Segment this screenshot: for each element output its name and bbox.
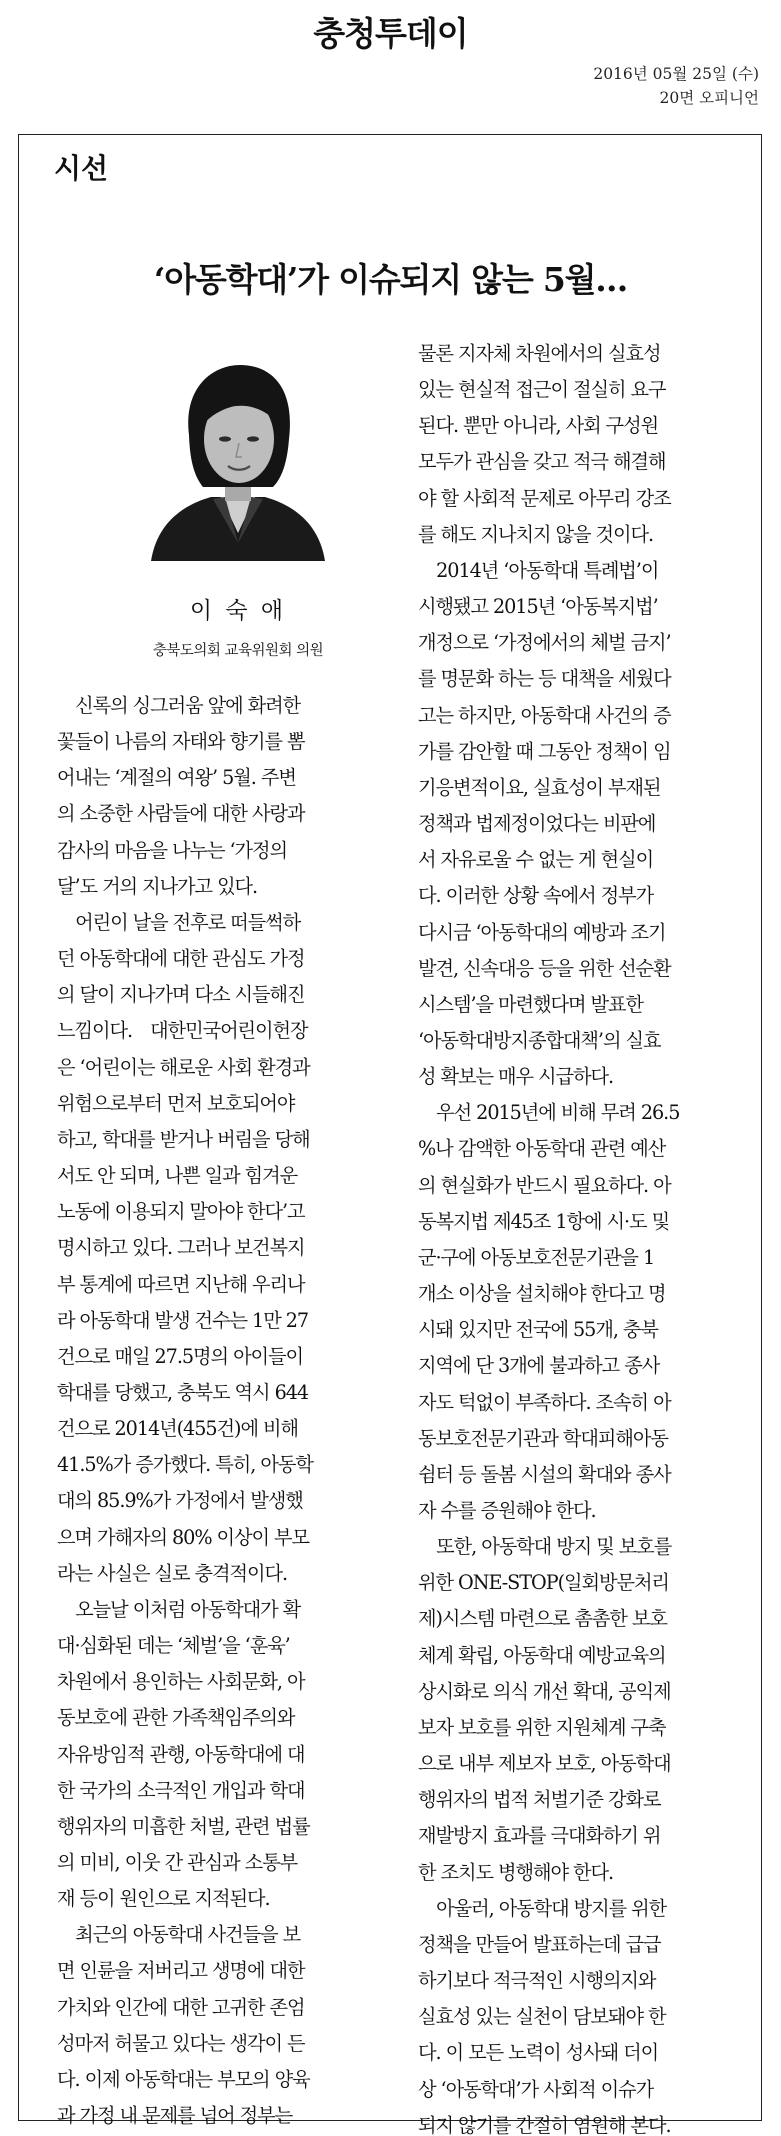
body-text-line: 제)시스템 마련으로 촘촘한 보호	[418, 1607, 667, 1631]
body-text-line: 가치와 인간에 대한 고귀한 존엄	[57, 1995, 305, 2019]
body-text-line: 를 명문화 하는 등 대책을 세웠다	[418, 667, 671, 691]
body-text-line: 다. 이제 아동학대는 부모의 양육	[57, 2067, 310, 2091]
body-text-line: 정책과 법제정이었다는 비판에	[418, 812, 656, 836]
body-text-line: 꽃들이 나름의 자태와 향기를 뽐	[57, 730, 305, 754]
body-text-line: 성 확보는 매우 시급하다.	[418, 1065, 614, 1089]
body-text-line: 건으로 매일 27.5명의 아이들이	[57, 1344, 304, 1368]
body-text-line: 를 해도 지나치지 않을 것이다.	[418, 522, 654, 546]
body-text-line: 동보호전문기관과 학대피해아동	[418, 1426, 668, 1450]
body-text-line: 던 아동학대에 대한 관심도 가정	[57, 947, 305, 971]
body-text-line: 지역에 단 3개에 불과하고 종사	[418, 1354, 660, 1378]
body-text-line: 행위자의 법적 처벌기준 강화로	[418, 1788, 661, 1812]
body-text-line: %나 감액한 아동학대 관련 예산	[418, 1137, 666, 1161]
body-text-line: 명시하고 있다. 그러나 보건복지	[57, 1236, 305, 1260]
body-text-line: 한 국가의 소극적인 개입과 학대	[57, 1778, 305, 1802]
body-text-line: 쉼터 등 돌봄 시설의 확대와 종사	[418, 1462, 671, 1486]
body-text-line: 시돼 있지만 전국에 55개, 충북	[418, 1318, 658, 1342]
body-text-line: 다. 이러한 상황 속에서 정부가	[418, 884, 654, 908]
body-text-line: 서도 안 되며, 나쁜 일과 힘겨운	[57, 1164, 298, 1188]
body-text-line: 고는 하지만, 아동학대 사건의 증	[418, 703, 671, 727]
body-text-line: 의 소중한 사람들에 대한 사랑과	[57, 802, 305, 826]
page-section: 20면 오피니언	[659, 89, 759, 107]
publication-date: 2016년 05월 25일 (수)	[593, 65, 759, 83]
body-text-line: 의 달이 지나가며 다소 시들해진	[57, 983, 305, 1007]
author-name: 이 숙 애	[189, 598, 287, 624]
body-text-line: 가를 감안할 때 그동안 정책이 임	[418, 739, 671, 763]
column-section-label: 시선	[54, 152, 109, 185]
body-text-line: 자 수를 증원해야 한다.	[418, 1499, 596, 1522]
body-text-line: 행위자의 미흡한 처벌, 관련 법률	[57, 1814, 310, 1838]
body-text-line: 의 현실화가 반드시 필요하다. 아	[418, 1173, 671, 1197]
author-affiliation: 충북도의회 교육위원회 의원	[152, 643, 324, 659]
body-text-line: 동복지법 제45조 1항에 시·도 및	[418, 1209, 670, 1233]
body-text-line: 부 통계에 따르면 지난해 우리나	[57, 1272, 305, 1296]
body-text-line: 은 ‘어린이는 해로운 사회 환경과	[57, 1055, 310, 1079]
body-text-line: 된다. 뿐만 아니라, 사회 구성원	[418, 414, 659, 438]
body-text-line: 재 등이 원인으로 지적된다.	[57, 1887, 270, 1911]
body-text-line: 있는 현실적 접근이 절실히 요구	[418, 378, 666, 402]
body-text-line: ‘아동학대방지종합대책’의 실효	[418, 1028, 661, 1052]
body-text-line: 상시화로 의식 개선 확대, 공익제	[418, 1679, 671, 1703]
body-text-line: 성마저 허물고 있다는 생각이 든	[57, 2031, 305, 2055]
body-text-line: 으며 가해자의 80% 이상이 부모	[57, 1525, 310, 1549]
body-text-line: 노동에 이용되지 말아야 한다’고	[57, 1200, 305, 1224]
body-text-line: 재발방지 효과를 극대화하기 위	[418, 1824, 661, 1848]
body-text-line: 다. 이 모든 노력이 성사돼 더이	[418, 2041, 659, 2065]
body-text-line: 발견, 신속대응 등을 위한 선순환	[418, 956, 671, 980]
body-text-line: 실효성 있는 실천이 담보돼야 한	[418, 2005, 666, 2029]
body-text-line: 기응변적이요, 실효성이 부재된	[418, 775, 661, 799]
body-text-line: 라 아동학대 발생 건수는 1만 27	[57, 1308, 309, 1332]
body-text-line: 또한, 아동학대 방지 및 보호를	[418, 1535, 672, 1559]
body-text-line: 개소 이상을 설치해야 한다고 명	[418, 1282, 666, 1306]
body-text-line: 자도 턱없이 부족하다. 조속히 아	[418, 1390, 671, 1414]
body-text-line: 모두가 관심을 갖고 적극 해결해	[418, 450, 666, 474]
body-text-line: 대·심화된 데는 ‘체벌’을 ‘훈육’	[57, 1634, 290, 1658]
author-portrait	[143, 347, 333, 561]
body-text-line: 개정으로 ‘가정에서의 체벌 금지’	[418, 631, 671, 655]
body-text-line: 2014년 ‘아동학대 특례법’이	[418, 558, 659, 582]
body-text-line: 오늘날 이처럼 아동학대가 확	[57, 1597, 301, 1621]
body-text-line: 과 가정 내 문제를 넘어 정부는	[57, 2104, 293, 2128]
body-text-line: 동보호에 관한 가족책임주의와	[57, 1706, 295, 1730]
body-text-line: 어린이 날을 전후로 떠들썩하	[57, 910, 301, 934]
body-text-line: 한 조치도 병행해야 한다.	[418, 1860, 614, 1884]
body-text-line: 최근의 아동학대 사건들을 보	[57, 1923, 301, 1947]
body-text-line: 야 할 사회적 문제로 아무리 강조	[418, 486, 671, 510]
body-text-line: 상 ‘아동학대’가 사회적 이슈가	[418, 2077, 654, 2101]
body-text-line: 라는 사실은 실로 충격적이다.	[57, 1561, 288, 1585]
body-text-line: 으로 내부 제보자 보호, 아동학대	[418, 1752, 671, 1776]
body-text-line: 의 미비, 이웃 간 관심과 소통부	[57, 1851, 298, 1874]
body-text-line: 건으로 2014년(455건)에 비해	[57, 1417, 298, 1441]
body-text-line: 차원에서 용인하는 사회문화, 아	[57, 1670, 305, 1694]
body-text-line: 우선 2015년에 비해 무려 26.5	[418, 1101, 680, 1125]
body-text-line: 하기보다 적극적인 시행의지와	[418, 1969, 656, 1993]
body-text-line: 신록의 싱그러움 앞에 화려한	[57, 694, 301, 717]
article-body-right-column	[418, 336, 754, 2136]
dateline	[593, 62, 759, 110]
body-text-line: 정책을 만들어 발표하는데 급급	[418, 1932, 661, 1956]
body-text-line: 위한 ONE-STOP(일회방문처리	[418, 1571, 669, 1595]
body-text-line: 감사의 마음을 나누는 ‘가정의	[57, 838, 288, 862]
body-text-line: 서 자유로울 수 없는 게 현실이	[418, 848, 654, 872]
body-text-line: 물론 지자체 차원에서의 실효성	[418, 342, 661, 365]
body-text-line: 학대를 당했고, 충북도 역시 644	[57, 1380, 309, 1404]
body-text-line: 다시금 ‘아동학대의 예방과 조기	[418, 920, 666, 944]
body-text-line: 어내는 ‘계절의 여왕’ 5월. 주변	[57, 766, 296, 790]
body-text-line: 달’도 거의 지나가고 있다.	[57, 874, 258, 898]
body-text-line: 위험으로부터 먼저 보호되어야	[57, 1091, 295, 1115]
body-text-line: 시행됐고 2015년 ‘아동복지법’	[418, 595, 658, 619]
article-body-left-column	[57, 688, 395, 2134]
body-text-line: 자유방임적 관행, 아동학대에 대	[57, 1742, 305, 1766]
body-text-line: 느낌이다. 대한민국어린이헌장	[57, 1019, 308, 1043]
body-text-line: 시스템’을 마련했다며 발표한	[418, 992, 643, 1016]
body-text-line: 대의 85.9%가 가정에서 발생했	[57, 1489, 303, 1513]
body-text-line: 체계 확립, 아동학대 예방교육의	[418, 1643, 666, 1667]
body-text-line: 41.5%가 증가했다. 특히, 아동학	[57, 1453, 313, 1477]
newspaper-masthead: 충청투데이	[313, 14, 468, 53]
body-text-line: 군·구에 아동보호전문기관을 1	[418, 1245, 655, 1269]
body-text-line: 되지 않기를 간절히 염원해 본다.	[418, 2113, 671, 2136]
body-text-line: 아울러, 아동학대 방지를 위한	[418, 1896, 667, 1920]
body-text-line: 하고, 학대를 받거나 버림을 당해	[57, 1127, 310, 1151]
article-headline: ‘아동학대’가 이슈되지 않는 5월…	[153, 260, 628, 299]
body-text-line: 면 인륜을 저버리고 생명에 대한	[57, 1959, 305, 1983]
body-text-line: 보자 보호를 위한 지원체계 구축	[418, 1715, 666, 1739]
